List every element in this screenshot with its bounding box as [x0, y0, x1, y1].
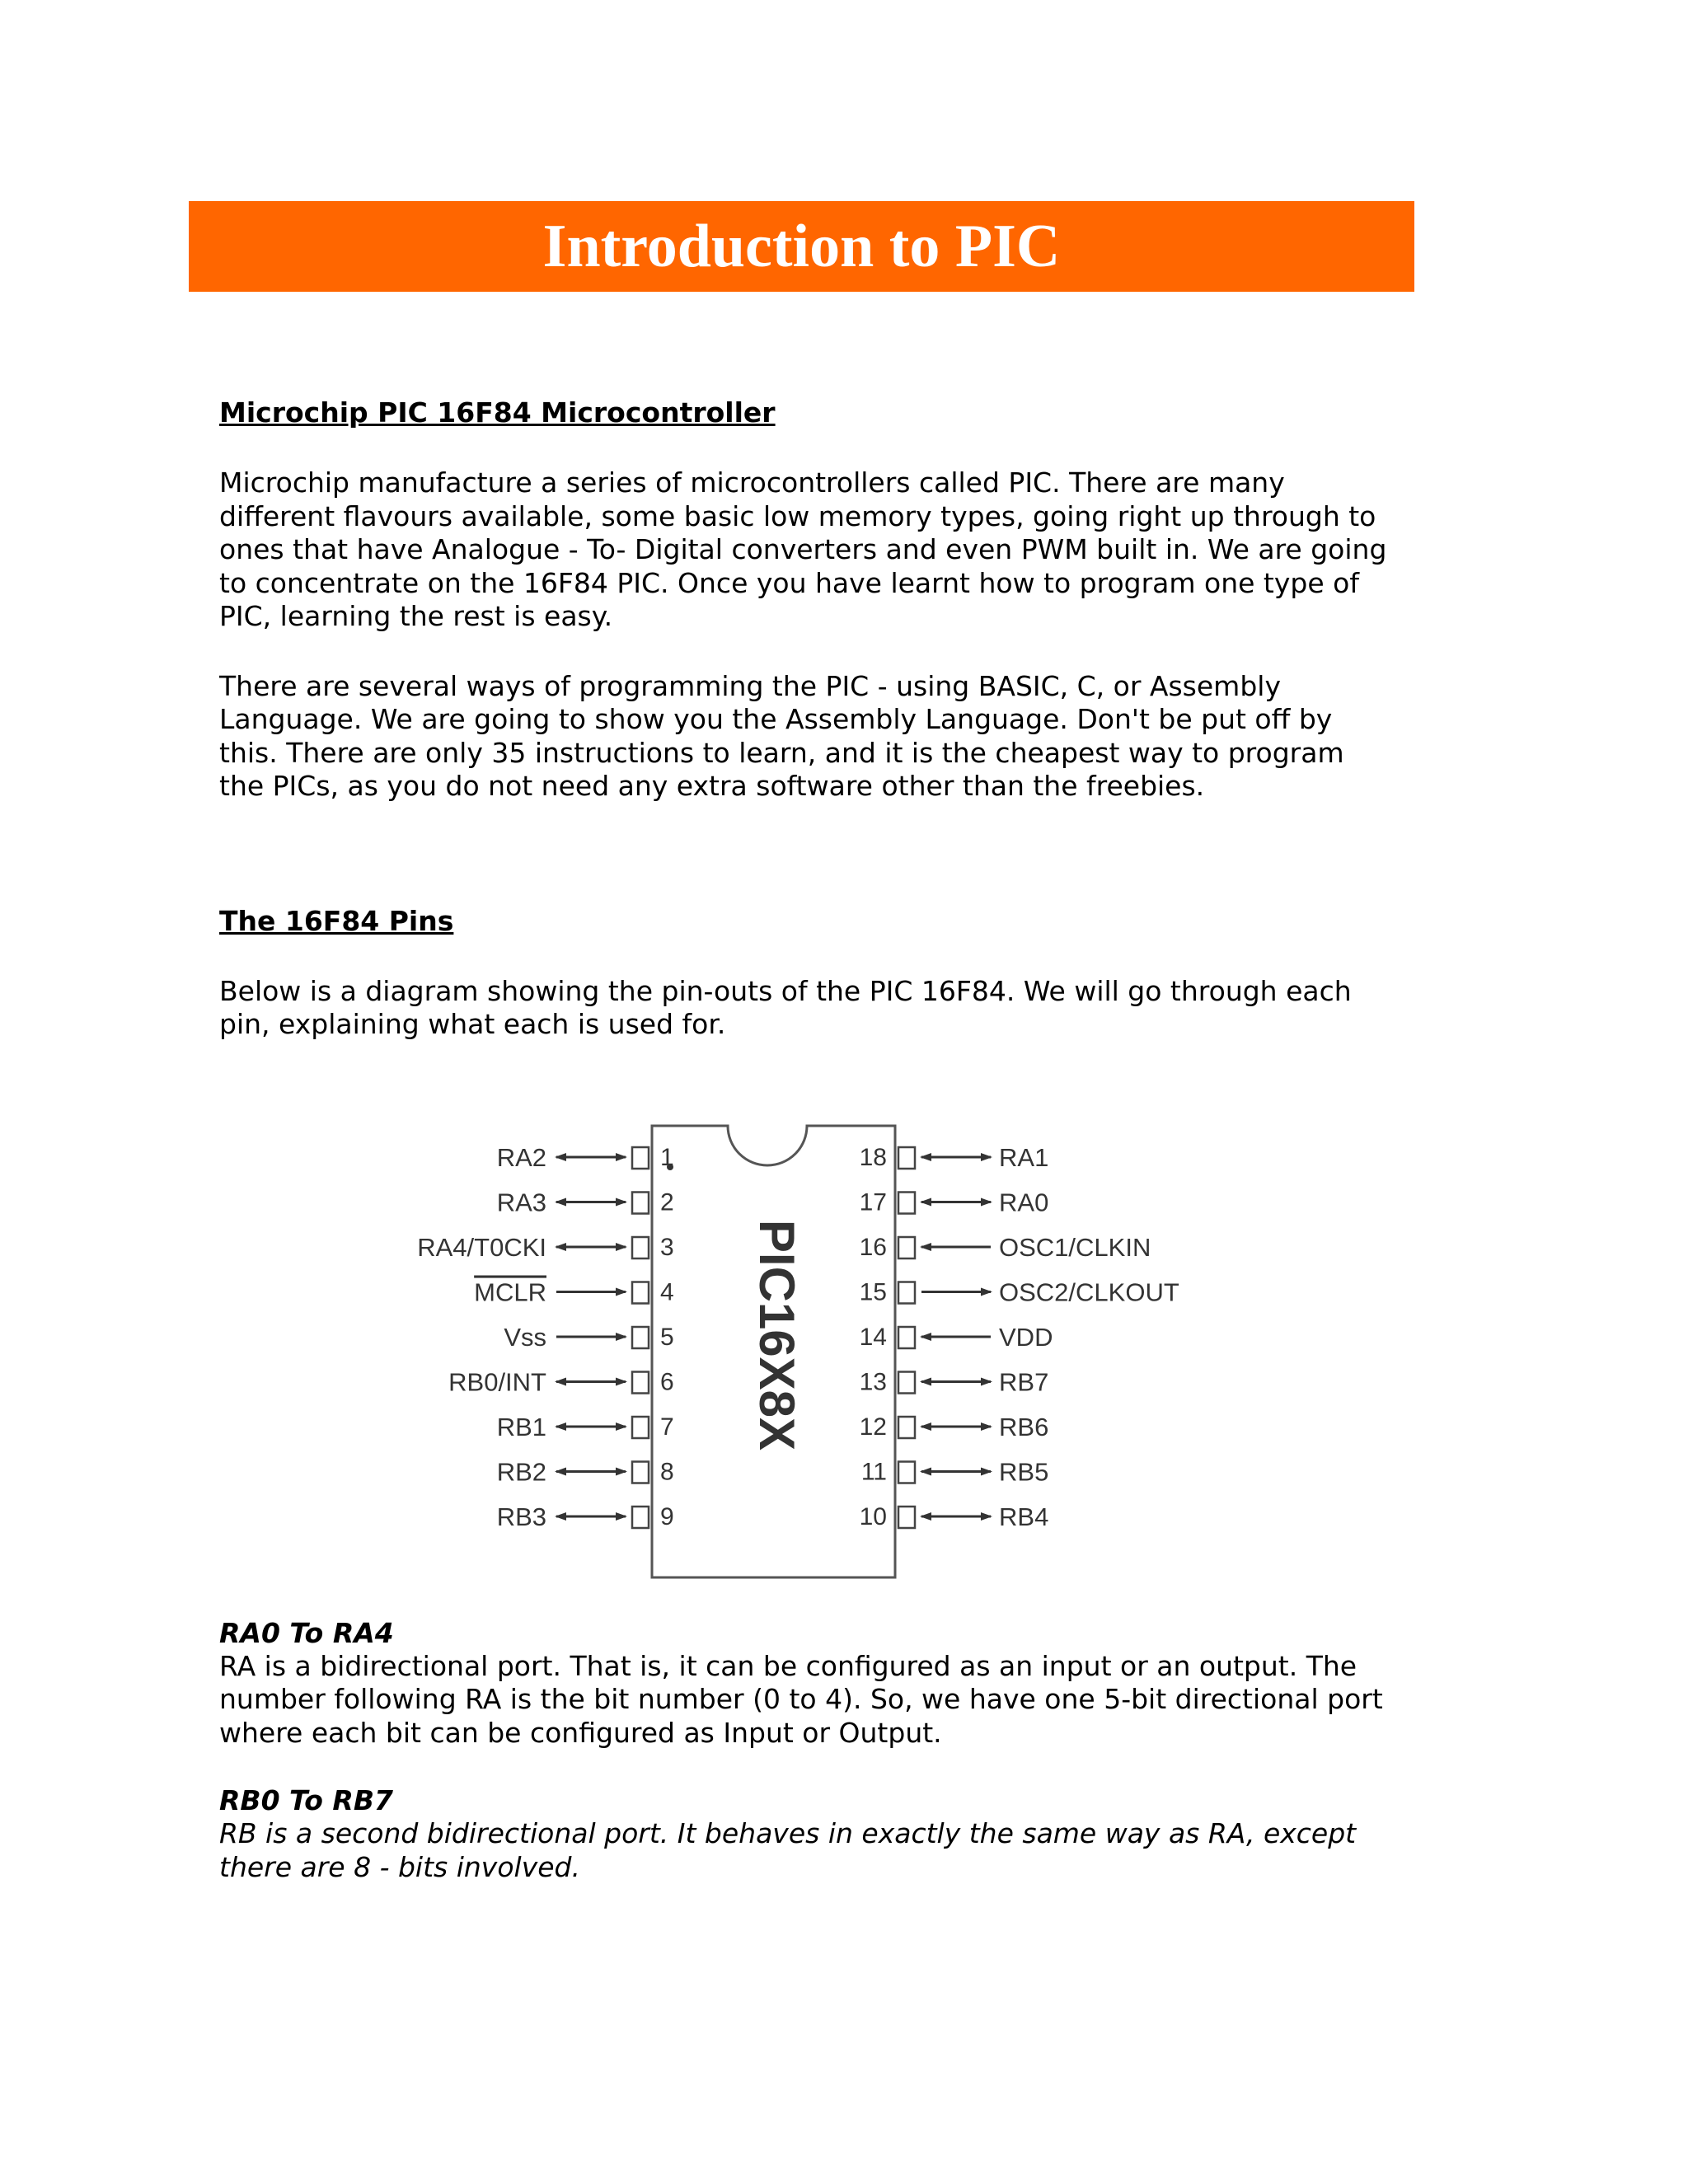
pin-box — [632, 1147, 649, 1169]
pin-label: RB1 — [496, 1412, 546, 1441]
pin-number: 9 — [660, 1502, 674, 1530]
pin-number: 2 — [660, 1188, 674, 1216]
pin-number: 11 — [860, 1458, 887, 1485]
pin-17 — [860, 1188, 1049, 1216]
pin-label: RB7 — [999, 1367, 1049, 1396]
pin-label: RA3 — [496, 1188, 546, 1216]
pin-label: OSC1/CLKIN — [999, 1232, 1151, 1262]
pin-box — [632, 1192, 649, 1213]
pin-box — [898, 1327, 915, 1348]
pin-label: RB5 — [999, 1457, 1049, 1486]
pin-11 — [861, 1457, 1048, 1486]
pin-label: RB0/INT — [448, 1367, 546, 1396]
pin-box — [632, 1371, 649, 1393]
pin-box — [898, 1282, 915, 1303]
page-title: Introduction to PIC — [542, 213, 1061, 280]
pin-number: 10 — [859, 1502, 887, 1530]
pin-label: RB2 — [496, 1457, 546, 1486]
pin-12 — [860, 1413, 1049, 1441]
pin-box — [632, 1282, 649, 1303]
pin-label: RB3 — [496, 1502, 546, 1531]
pin-3 — [417, 1233, 673, 1262]
pin-label: RA4/T0CKI — [417, 1232, 546, 1262]
pin-number: 13 — [859, 1368, 887, 1395]
pin-5 — [504, 1323, 673, 1352]
section-heading-rb: RB0 To RB7 — [219, 1784, 393, 1816]
pin-18 — [860, 1143, 1049, 1172]
pin-box — [898, 1417, 915, 1438]
pin-box — [632, 1507, 649, 1528]
pin-label: RB4 — [999, 1502, 1049, 1531]
intro-paragraph: Microchip manufacture a series of microcontrollers called PIC. There are many different flavours available, some basic low memory types, going right up through to ones that have Analogue - To- Digital converters and even PWM built in. We are going to concentrate on the 16F84 PIC. Once you have learnt how to program one type of PIC, learning the rest is easy. — [219, 466, 1387, 632]
section-heading-microcontroller: Microchip PIC 16F84 Microcontroller — [219, 396, 776, 429]
chip-label: PIC16X8X — [749, 1219, 805, 1451]
pin-8 — [497, 1457, 674, 1486]
title-banner — [189, 201, 1414, 292]
pin-16 — [860, 1233, 1151, 1262]
pin-box — [898, 1507, 915, 1528]
pin-number: 14 — [859, 1323, 887, 1351]
pin-number: 12 — [859, 1413, 887, 1441]
pin-label: Vss — [504, 1322, 546, 1352]
pin-box — [898, 1461, 915, 1483]
pin-label: OSC2/CLKOUT — [999, 1277, 1179, 1306]
pin-number: 17 — [859, 1188, 887, 1216]
pin-7 — [497, 1413, 674, 1441]
pin-number: 18 — [859, 1143, 887, 1171]
pin-6 — [448, 1367, 674, 1396]
pin-10 — [860, 1502, 1049, 1531]
pin-box — [632, 1461, 649, 1483]
pin-number: 7 — [660, 1413, 674, 1441]
pinout-svg — [219, 1075, 1390, 1586]
programming-paragraph: There are several ways of programming the PIC - using BASIC, C, or Assembly Language. We are going to show you the Assembly Language. Don't be put off by this. There are only 35 instructions to learn, and it is the cheapest way to program the PICs, as you do not need any extra software other than the freebies. — [219, 669, 1344, 802]
pin-2 — [497, 1188, 674, 1216]
pin-number: 5 — [660, 1323, 674, 1351]
pin-box — [898, 1192, 915, 1213]
pin-number: 15 — [859, 1278, 887, 1305]
pin-14 — [860, 1323, 1053, 1352]
pin-box — [632, 1327, 649, 1348]
pin-box — [632, 1237, 649, 1258]
pin-number: 1 — [660, 1143, 674, 1171]
pin-number: 3 — [660, 1233, 674, 1261]
pin-15 — [860, 1277, 1179, 1306]
pin-label: RA2 — [496, 1142, 546, 1172]
pin-13 — [860, 1367, 1049, 1396]
pin-number: 6 — [660, 1368, 674, 1395]
pin-label: RA0 — [999, 1188, 1049, 1216]
section-heading-ra: RA0 To RA4 — [219, 1616, 394, 1649]
document-body — [219, 396, 1390, 1884]
section-heading-pins: The 16F84 Pins — [219, 904, 454, 937]
pin-number: 8 — [660, 1458, 674, 1485]
pin-1 — [497, 1143, 674, 1172]
pin-box — [898, 1371, 915, 1393]
pin-label: VDD — [999, 1322, 1053, 1352]
pin-4 — [474, 1277, 674, 1306]
pins-paragraph: Below is a diagram showing the pin-outs of the PIC 16F84. We will go through each pin, explaining what each is used for. — [219, 974, 1352, 1040]
ra-paragraph: RA is a bidirectional port. That is, it can be configured as an input or an output. The number following RA is the bit number (0 to 4). So, we have one 5-bit directional port where each bit can be configured as Input or Output. — [219, 1649, 1383, 1749]
pin-number: 16 — [859, 1233, 887, 1261]
pin-label: RB6 — [999, 1412, 1049, 1441]
pin-box — [898, 1147, 915, 1169]
pin-number: 4 — [660, 1278, 674, 1305]
pin-box — [898, 1237, 915, 1258]
pin-box — [632, 1417, 649, 1438]
pinout-diagram — [219, 1075, 1390, 1586]
rb-paragraph: RB is a second bidirectional port. It behaves in exactly the same way as RA, except there are 8 - bits involved. — [219, 1817, 1357, 1883]
pin-label: RA1 — [999, 1142, 1049, 1172]
pin-9 — [497, 1502, 674, 1531]
pin-label: MCLR — [474, 1277, 546, 1306]
